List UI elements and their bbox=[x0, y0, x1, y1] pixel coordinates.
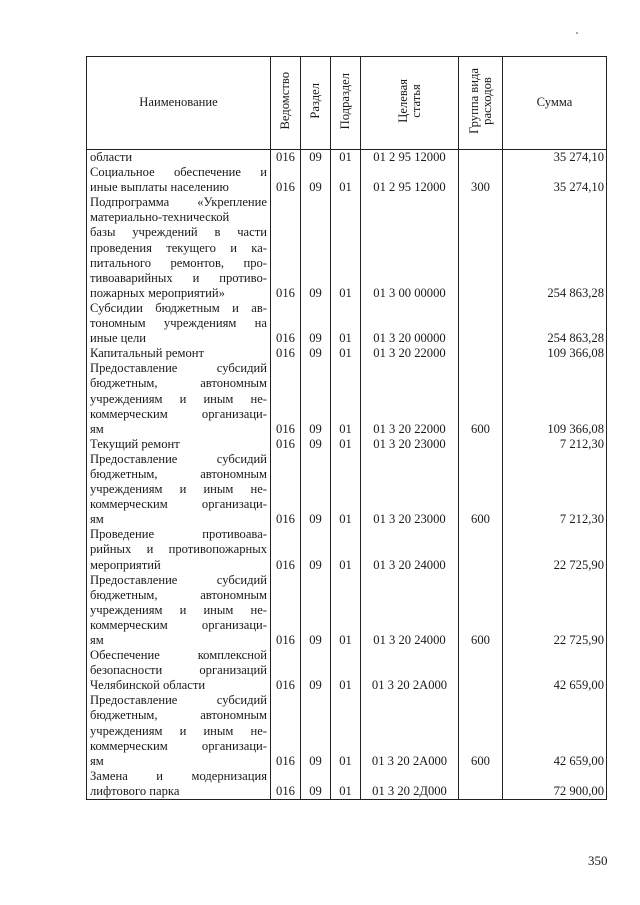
cell-podrazdel: 01 bbox=[331, 150, 361, 166]
cell-name bbox=[87, 452, 271, 527]
cell-gruppa-vida bbox=[459, 527, 503, 572]
table-row bbox=[87, 452, 607, 527]
cell-gruppa-vida bbox=[459, 769, 503, 800]
cell-podrazdel: 01 bbox=[331, 452, 361, 527]
header-summa bbox=[503, 57, 607, 150]
cell-name-line: базы учреждений в части bbox=[90, 225, 267, 240]
cell-name-line: Капитальный ремонт bbox=[90, 346, 205, 361]
cell-vedomstvo: 016 bbox=[271, 150, 301, 166]
cell-summa: 42 659,00 bbox=[503, 693, 607, 768]
cell-razdel: 09 bbox=[301, 361, 331, 436]
cell-summa: 109 366,08 bbox=[503, 346, 607, 361]
cell-razdel: 09 bbox=[301, 693, 331, 768]
header-gruppa-line1: Группа вида bbox=[466, 68, 481, 134]
header-summa-text: Сумма bbox=[536, 95, 573, 110]
cell-summa: 109 366,08 bbox=[503, 361, 607, 436]
cell-podrazdel: 01 bbox=[331, 437, 361, 452]
cell-tselevaya-statya: 01 3 20 2А000 bbox=[361, 648, 459, 693]
cell-razdel: 09 bbox=[301, 648, 331, 693]
cell-name-line: питального ремонтов, про- bbox=[90, 255, 267, 270]
cell-podrazdel: 01 bbox=[331, 346, 361, 361]
cell-name-line: проведения текущего и ка- bbox=[90, 240, 267, 255]
cell-name bbox=[87, 527, 271, 572]
cell-name bbox=[87, 648, 271, 693]
cell-name bbox=[87, 573, 271, 648]
cell-vedomstvo: 016 bbox=[271, 527, 301, 572]
header-podrazdel bbox=[331, 57, 361, 150]
cell-razdel: 09 bbox=[301, 346, 331, 361]
cell-vedomstvo: 016 bbox=[271, 165, 301, 195]
cell-gruppa-vida: 300 bbox=[459, 165, 503, 195]
cell-name-line: области bbox=[90, 150, 133, 164]
cell-name bbox=[87, 195, 271, 301]
cell-name-line: бюджетным, автономным bbox=[90, 708, 267, 723]
header-gruppa-vida bbox=[459, 57, 503, 150]
cell-name-line: иные цели bbox=[90, 331, 147, 346]
cell-tselevaya-statya: 01 2 95 12000 bbox=[361, 165, 459, 195]
cell-name-line: бюджетным, автономным bbox=[90, 376, 267, 391]
cell-vedomstvo: 016 bbox=[271, 452, 301, 527]
cell-name bbox=[87, 301, 271, 346]
cell-podrazdel: 01 bbox=[331, 573, 361, 648]
cell-tselevaya-statya: 01 3 20 2А000 bbox=[361, 693, 459, 768]
cell-name-line: Субсидии бюджетным и ав- bbox=[90, 300, 267, 315]
cell-razdel: 09 bbox=[301, 301, 331, 346]
cell-name-line: Подпрограмма «Укрепление bbox=[90, 195, 267, 210]
cell-name-line: Предоставление субсидий bbox=[90, 451, 267, 466]
table-body bbox=[87, 150, 607, 800]
cell-gruppa-vida: 600 bbox=[459, 573, 503, 648]
cell-vedomstvo: 016 bbox=[271, 437, 301, 452]
cell-podrazdel: 01 bbox=[331, 301, 361, 346]
cell-podrazdel: 01 bbox=[331, 361, 361, 436]
table-row bbox=[87, 195, 607, 301]
cell-name-line: мероприятий bbox=[90, 557, 161, 572]
cell-tselevaya-statya: 01 3 20 24000 bbox=[361, 527, 459, 572]
cell-name-line: Проведение противоава- bbox=[90, 527, 267, 542]
header-tselevaya-statya bbox=[361, 57, 459, 150]
cell-name-line: Текущий ремонт bbox=[90, 436, 180, 451]
cell-razdel: 09 bbox=[301, 769, 331, 800]
cell-razdel: 09 bbox=[301, 150, 331, 166]
cell-name-line: иные выплаты населению bbox=[90, 180, 229, 195]
budget-table bbox=[86, 56, 607, 800]
cell-vedomstvo: 016 bbox=[271, 693, 301, 768]
table-row bbox=[87, 150, 607, 166]
cell-name-line: бюджетным, автономным bbox=[90, 466, 267, 481]
cell-tselevaya-statya: 01 3 20 23000 bbox=[361, 437, 459, 452]
cell-gruppa-vida: 600 bbox=[459, 452, 503, 527]
cell-gruppa-vida: 600 bbox=[459, 361, 503, 436]
header-vedomstvo bbox=[271, 57, 301, 150]
header-vedomstvo-text: Ведомство bbox=[278, 72, 292, 130]
table-row bbox=[87, 361, 607, 436]
cell-name-line: Социальное обеспечение и bbox=[90, 165, 267, 180]
cell-tselevaya-statya: 01 3 00 00000 bbox=[361, 195, 459, 301]
cell-summa: 72 900,00 bbox=[503, 769, 607, 800]
header-gruppa-line2: расходов bbox=[479, 77, 494, 125]
header-gruppa-vida-text bbox=[468, 68, 494, 134]
cell-gruppa-vida bbox=[459, 648, 503, 693]
cell-name bbox=[87, 150, 271, 166]
cell-name-line: пожарных мероприятий» bbox=[90, 285, 225, 300]
table-row bbox=[87, 301, 607, 346]
header-tselevaya-line2: статья bbox=[408, 84, 423, 118]
cell-vedomstvo: 016 bbox=[271, 648, 301, 693]
table-row bbox=[87, 437, 607, 452]
cell-summa: 35 274,10 bbox=[503, 165, 607, 195]
cell-podrazdel: 01 bbox=[331, 648, 361, 693]
cell-name-line: Обеспечение комплексной bbox=[90, 648, 267, 663]
cell-vedomstvo: 016 bbox=[271, 573, 301, 648]
cell-name-line: коммерческим организаци- bbox=[90, 738, 267, 753]
cell-name-line: лифтового парка bbox=[90, 783, 180, 798]
cell-razdel: 09 bbox=[301, 437, 331, 452]
cell-tselevaya-statya: 01 3 20 23000 bbox=[361, 452, 459, 527]
cell-name-line: безопасности организаций bbox=[90, 663, 267, 678]
cell-tselevaya-statya: 01 2 95 12000 bbox=[361, 150, 459, 166]
header-podrazdel-text: Подраздел bbox=[338, 72, 352, 130]
table-row bbox=[87, 693, 607, 768]
cell-razdel: 09 bbox=[301, 452, 331, 527]
cell-podrazdel: 01 bbox=[331, 769, 361, 800]
cell-tselevaya-statya: 01 3 20 22000 bbox=[361, 361, 459, 436]
table-row bbox=[87, 573, 607, 648]
cell-summa: 22 725,90 bbox=[503, 527, 607, 572]
cell-name-line: коммерческим организаци- bbox=[90, 617, 267, 632]
cell-gruppa-vida bbox=[459, 346, 503, 361]
cell-name-line: ям bbox=[90, 633, 104, 647]
cell-razdel: 09 bbox=[301, 165, 331, 195]
cell-name bbox=[87, 165, 271, 195]
header-name-text: Наименование bbox=[139, 95, 218, 110]
header-tselevaya-line1: Целевая bbox=[395, 79, 410, 123]
table-header-row bbox=[87, 57, 607, 150]
cell-name-line: ям bbox=[90, 421, 104, 436]
cell-name-line: учреждениям и иным не- bbox=[90, 723, 267, 738]
cell-summa: 42 659,00 bbox=[503, 648, 607, 693]
cell-gruppa-vida bbox=[459, 150, 503, 166]
cell-name-line: ям bbox=[90, 753, 104, 768]
cell-name bbox=[87, 437, 271, 452]
cell-gruppa-vida bbox=[459, 301, 503, 346]
cell-name-line: рийных и противопожарных bbox=[90, 542, 267, 557]
cell-tselevaya-statya: 01 3 20 24000 bbox=[361, 573, 459, 648]
cell-name-line: бюджетным, автономным bbox=[90, 587, 267, 602]
cell-gruppa-vida bbox=[459, 437, 503, 452]
cell-vedomstvo: 016 bbox=[271, 195, 301, 301]
cell-name bbox=[87, 361, 271, 436]
cell-summa: 254 863,28 bbox=[503, 195, 607, 301]
cell-razdel: 09 bbox=[301, 573, 331, 648]
cell-summa: 35 274,10 bbox=[503, 150, 607, 166]
cell-tselevaya-statya: 01 3 20 22000 bbox=[361, 346, 459, 361]
cell-name bbox=[87, 346, 271, 361]
scan-speck bbox=[576, 32, 578, 34]
cell-name-line: Челябинской области bbox=[90, 678, 206, 693]
table-row bbox=[87, 165, 607, 195]
cell-podrazdel: 01 bbox=[331, 165, 361, 195]
cell-tselevaya-statya: 01 3 20 2Д000 bbox=[361, 769, 459, 800]
cell-vedomstvo: 016 bbox=[271, 769, 301, 800]
cell-podrazdel: 01 bbox=[331, 527, 361, 572]
cell-vedomstvo: 016 bbox=[271, 301, 301, 346]
cell-summa: 7 212,30 bbox=[503, 452, 607, 527]
cell-podrazdel: 01 bbox=[331, 693, 361, 768]
cell-summa: 254 863,28 bbox=[503, 301, 607, 346]
cell-vedomstvo: 016 bbox=[271, 346, 301, 361]
cell-name-line: Предоставление субсидий bbox=[90, 693, 267, 708]
cell-name-line: Замена и модернизация bbox=[90, 768, 267, 783]
cell-name-line: учреждениям и иным не- bbox=[90, 602, 267, 617]
cell-name-line: ям bbox=[90, 512, 104, 527]
cell-vedomstvo: 016 bbox=[271, 361, 301, 436]
cell-name-line: коммерческим организаци- bbox=[90, 497, 267, 512]
table-row bbox=[87, 527, 607, 572]
cell-name-line: учреждениям и иным не- bbox=[90, 391, 267, 406]
cell-razdel: 09 bbox=[301, 195, 331, 301]
cell-gruppa-vida: 600 bbox=[459, 693, 503, 768]
cell-name-line: Предоставление субсидий bbox=[90, 361, 267, 376]
cell-razdel: 09 bbox=[301, 527, 331, 572]
cell-podrazdel: 01 bbox=[331, 195, 361, 301]
cell-summa: 7 212,30 bbox=[503, 437, 607, 452]
cell-gruppa-vida bbox=[459, 195, 503, 301]
header-razdel-text: Раздел bbox=[308, 83, 322, 119]
cell-name-line: тивоаварийных и противо- bbox=[90, 270, 267, 285]
cell-name bbox=[87, 769, 271, 800]
cell-name-line: коммерческим организаци- bbox=[90, 406, 267, 421]
header-name bbox=[87, 57, 271, 150]
header-razdel bbox=[301, 57, 331, 150]
table-row bbox=[87, 769, 607, 800]
cell-name-line: материально-технической bbox=[90, 210, 230, 225]
cell-name-line: тономным учреждениям на bbox=[90, 316, 267, 331]
cell-name bbox=[87, 693, 271, 768]
header-tselevaya-statya-text bbox=[397, 79, 423, 123]
cell-name-line: Предоставление субсидий bbox=[90, 572, 267, 587]
cell-summa: 22 725,90 bbox=[503, 573, 607, 648]
cell-tselevaya-statya: 01 3 20 00000 bbox=[361, 301, 459, 346]
table-row bbox=[87, 346, 607, 361]
page-number: 350 bbox=[588, 853, 608, 868]
table-row bbox=[87, 648, 607, 693]
cell-name-line: учреждениям и иным не- bbox=[90, 482, 267, 497]
